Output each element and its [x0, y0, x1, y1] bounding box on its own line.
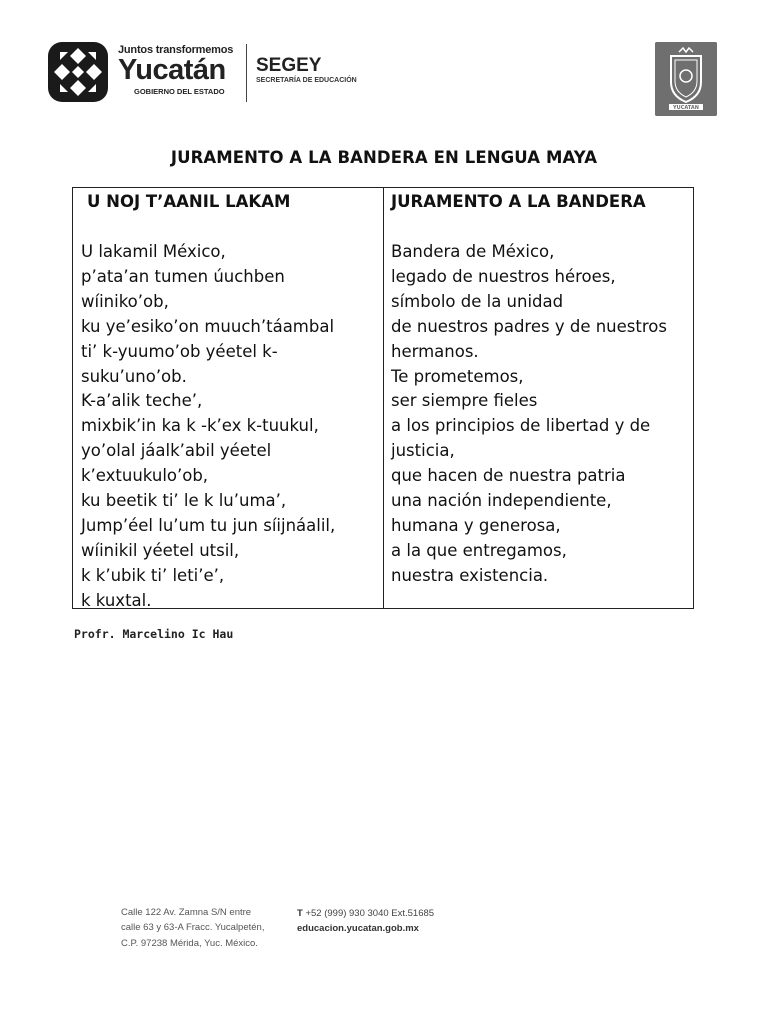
brand-block [118, 44, 246, 97]
maya-line: mixbik’in ka k -k’ex k-tuukul, [81, 416, 319, 436]
brand-subtitle: GOBIERNO DEL ESTADO [134, 87, 225, 96]
website-link[interactable] [297, 921, 434, 936]
maya-line: ku beetik ti’ le k lu’uma’, [81, 491, 287, 511]
maya-column [73, 188, 384, 608]
spanish-line: Bandera de México, [391, 242, 555, 261]
maya-line: k kuxtal. [81, 590, 152, 610]
maya-line: k’extuukulo’ob, [81, 466, 209, 486]
header-divider [246, 44, 247, 102]
spanish-line: legado de nuestros héroes, [391, 266, 616, 286]
spanish-column-heading: JURAMENTO A LA BANDERA [391, 192, 646, 211]
spanish-line: de nuestros padres y de nuestros [391, 316, 667, 336]
spanish-line: hermanos. [391, 341, 479, 361]
spanish-line: a los principios de libertad y de [391, 416, 651, 436]
maya-line: U lakamil México, [81, 242, 226, 261]
author-credit: Profr. Marcelino Ic Hau [74, 627, 234, 641]
spanish-line: ser siempre fieles [391, 391, 538, 411]
address-line: calle 63 y 63-A Fracc. Yucalpetén, [121, 922, 265, 934]
spanish-column [384, 188, 693, 608]
maya-line: yo’olal jáalk’abil yéetel [81, 441, 272, 461]
phone-number: +52 (999) 930 3040 Ext.51685 [305, 908, 435, 919]
spanish-line: una nación independiente, [391, 491, 612, 511]
state-seal-icon [655, 42, 717, 116]
oath-table [72, 187, 694, 609]
maya-column-heading: U NOJ T’AANIL LAKAM [87, 192, 291, 211]
spanish-line: nuestra existencia. [391, 565, 549, 585]
maya-line: K-a’alik teche’, [81, 391, 203, 411]
footer-address [121, 905, 264, 951]
address-line: Calle 122 Av. Zamna S/N entre [121, 907, 252, 918]
yucatan-logo-icon [48, 42, 108, 102]
spanish-line: humana y generosa, [391, 515, 561, 535]
brand-tagline: Juntos transformemos [118, 44, 234, 56]
maya-line: wíiniko’ob, [81, 291, 169, 311]
address-line: C.P. 97238 Mérida, Yuc. México. [121, 937, 258, 949]
phone-prefix: T [297, 908, 303, 919]
footer-contact [297, 906, 434, 937]
spanish-line: que hacen de nuestra patria [391, 466, 626, 486]
spanish-line: Te prometemos, [391, 366, 524, 386]
maya-line: k k’ubik ti’ leti’e’, [81, 565, 225, 585]
brand-name: Yucatán [118, 54, 226, 86]
maya-line: p’ata’an tumen úuchben [81, 266, 285, 286]
spanish-line: a la que entregamos, [391, 540, 567, 560]
spanish-line: símbolo de la unidad [391, 291, 564, 311]
spanish-line: justicia, [391, 441, 455, 461]
seal-label: YUCATAN [673, 105, 699, 111]
maya-line: ti’ k-yuumo’ob yéetel k- [81, 341, 278, 361]
document-title: JURAMENTO A LA BANDERA EN LENGUA MAYA [170, 148, 598, 167]
maya-line: ku ye’esiko’on muuch’táambal [81, 316, 335, 336]
spanish-oath-text [391, 240, 693, 589]
maya-line: Jump’éel lu’um tu jun síijnáalil, [81, 515, 336, 535]
agency-block [256, 56, 357, 86]
agency-subtitle: SECRETARÍA DE EDUCACIÓN [256, 77, 357, 84]
letterhead [0, 0, 768, 130]
website-text: educacion.yucatan.gob.mx [297, 923, 419, 935]
maya-line: suku’uno’ob. [81, 366, 187, 386]
maya-oath-text [81, 240, 383, 614]
agency-name: SEGEY [256, 55, 322, 76]
phone-line [297, 906, 434, 921]
maya-line: wíinikil yéetel utsil, [81, 540, 240, 560]
